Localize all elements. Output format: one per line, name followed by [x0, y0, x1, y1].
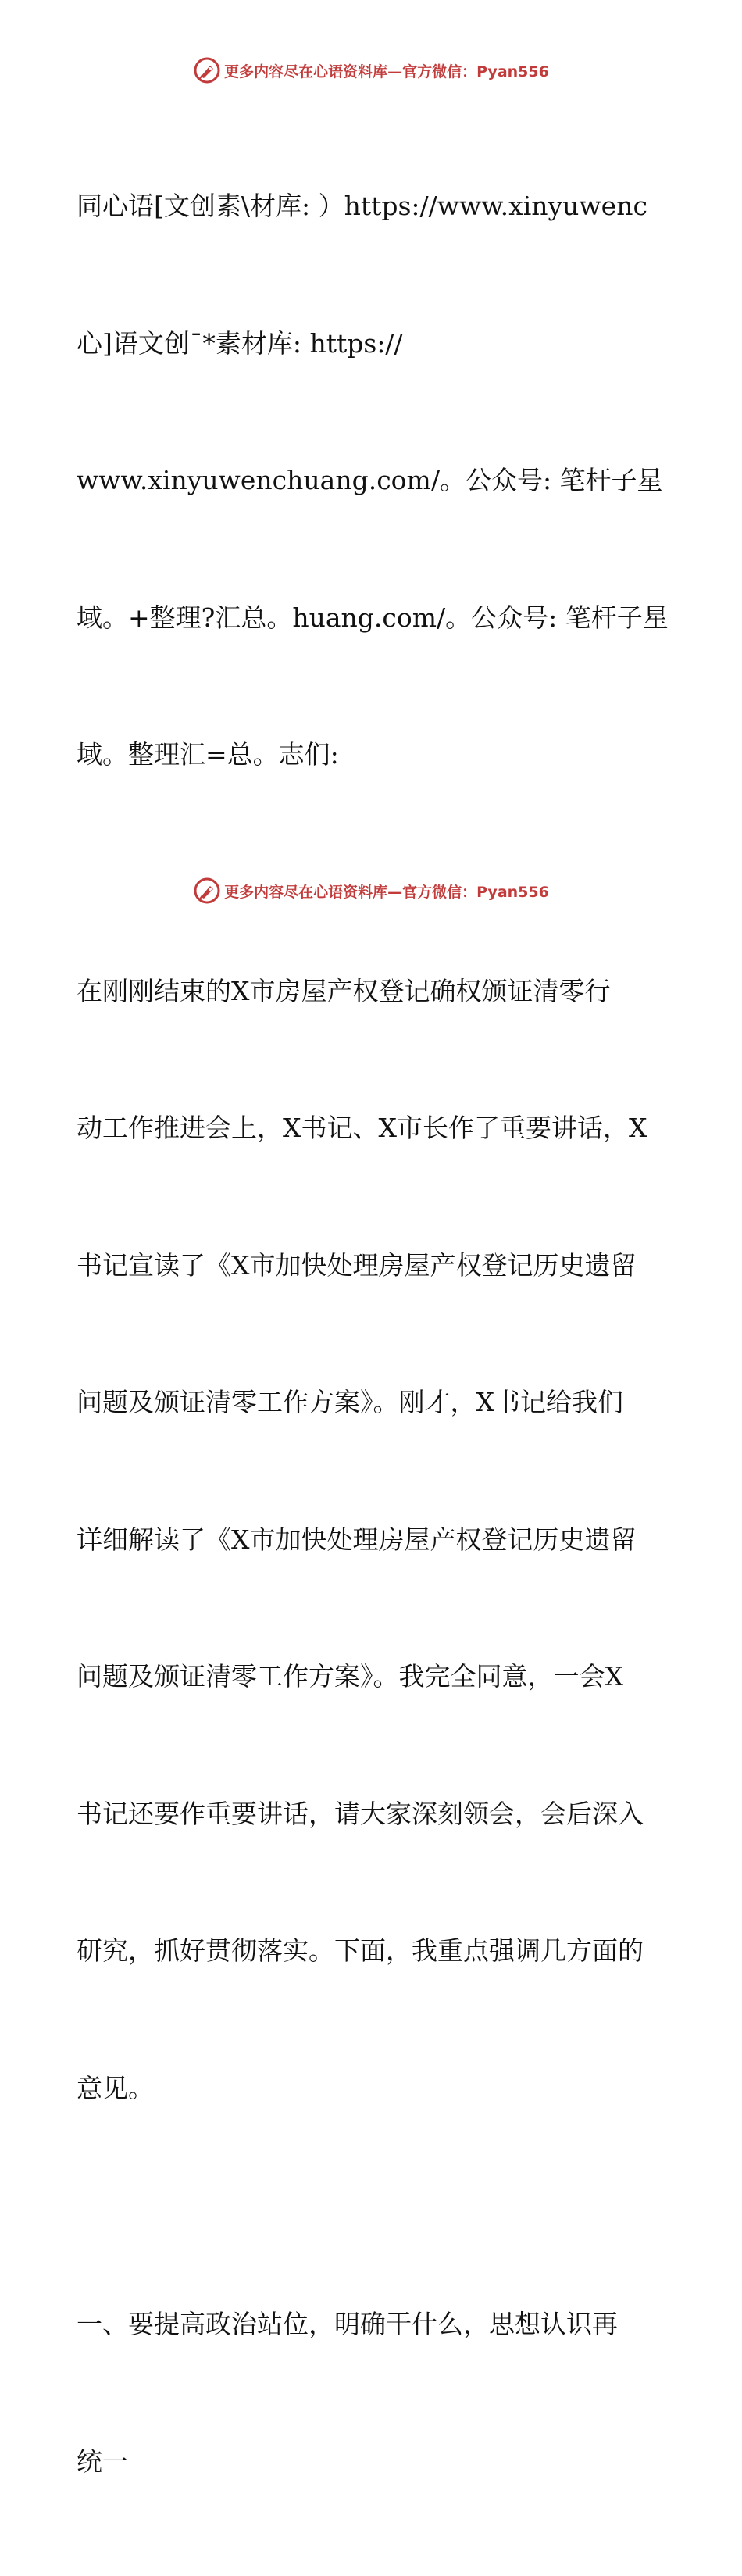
pen-nib-logo-icon [193, 56, 221, 84]
text-line: 问题及颁证清零工作方案》。刚才，X书记给我们 [77, 1387, 623, 1417]
text-line: 书记宣读了《X市加快处理房屋产权登记历史遗留 [77, 1249, 637, 1281]
document-body [77, 92, 669, 2576]
body-paragraph [77, 877, 664, 2203]
text-line: www.xinyuwenchuang.com/。公众号: 笔杆子星 [77, 465, 663, 495]
heading-line: 统一 [77, 2446, 128, 2477]
text-line: 详细解读了《X市加快处理房屋产权登记历史遗留 [77, 1524, 637, 1555]
heading-line: 一、要提高政治站位，明确干什么，思想认识再 [77, 2309, 618, 2339]
banner-text: 更多内容尽在心语资料库—官方微信：Pyan556 [224, 883, 549, 901]
header-paragraph [77, 92, 669, 870]
header-banner [0, 55, 742, 86]
text-line: 同心语[文创素\材库: ）https://www.xinyuwenc [77, 191, 647, 221]
text-line: 书记还要作重要讲话，请大家深刻领会，会后深入 [77, 1798, 644, 1829]
text-line: 意见。 [77, 2072, 154, 2103]
text-line: 在刚刚结束的X市房屋产权登记确权颁证清零行 [77, 975, 611, 1006]
text-line: 动工作推进会上，X书记、X市长作了重要讲话，X [77, 1113, 647, 1143]
text-line: 域。+整理?汇总。huang.com/。公众号: 笔杆子星 [77, 602, 669, 633]
banner-text: 更多内容尽在心语资料库—官方微信：Pyan556 [224, 63, 549, 80]
footer-banner [0, 875, 742, 906]
text-line: 域。整理汇=总。志们: [77, 739, 339, 770]
text-line: 问题及颁证清零工作方案》。我完全同意，一会X [77, 1661, 623, 1692]
section-heading [77, 2210, 664, 2576]
text-line: 研究，抓好贯彻落实。下面，我重点强调几方面的 [77, 1935, 644, 1966]
text-line: 心]语文创¯*素材库: https:// [77, 327, 403, 359]
pen-nib-logo-icon [193, 877, 221, 905]
